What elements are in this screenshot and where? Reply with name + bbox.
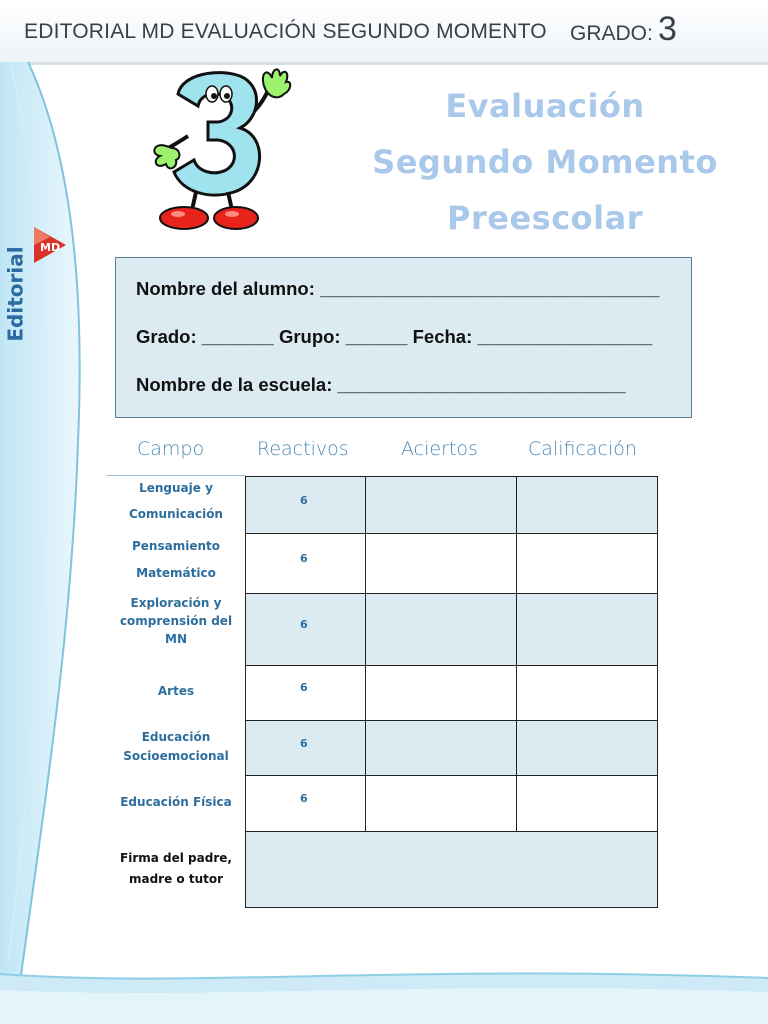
calificacion-cell[interactable] xyxy=(516,533,658,594)
campo-underline xyxy=(106,475,246,476)
editorial-md-logo xyxy=(20,215,80,365)
row-label-socioemocional xyxy=(108,728,244,765)
signature-label-line: Firma del padre, xyxy=(120,851,232,865)
aciertos-cell[interactable] xyxy=(365,665,517,721)
row-label-educacion-fisica xyxy=(108,793,244,811)
title-line-3: Preescolar xyxy=(447,199,643,237)
row-label-line: Lenguaje y xyxy=(139,481,213,495)
col-header-reactivos: Reactivos xyxy=(257,438,349,460)
row-label-line: Artes xyxy=(157,684,195,698)
header-grade-label: GRADO: xyxy=(570,22,653,45)
calificacion-cell[interactable] xyxy=(516,593,658,666)
calificacion-cell[interactable] xyxy=(516,775,658,832)
signature-label xyxy=(108,848,244,890)
school-name-field[interactable]: Nombre de la escuela: ____________________________ xyxy=(136,374,626,395)
calificacion-cell[interactable] xyxy=(516,665,658,721)
reactivos-value: 6 xyxy=(300,618,308,631)
row-label-artes xyxy=(108,682,244,700)
aciertos-cell[interactable] xyxy=(365,775,517,832)
reactivos-value: 6 xyxy=(300,494,308,507)
page-header xyxy=(0,0,768,65)
row-label-line: Educación Física xyxy=(120,795,232,809)
aciertos-cell[interactable] xyxy=(365,720,517,776)
logo-letters: MD xyxy=(40,241,61,254)
number-three-mascot-icon xyxy=(148,64,293,239)
grade-group-date-field[interactable]: Grado: _______ Grupo: ______ Fecha: _________________ xyxy=(136,326,653,347)
row-label-line: Socioemocional xyxy=(123,749,229,763)
row-label-pensamiento xyxy=(108,537,244,582)
reactivos-value: 6 xyxy=(300,737,308,750)
title-line-1: Evaluación xyxy=(445,87,645,125)
header-title: EDITORIAL MD EVALUACIÓN SEGUNDO MOMENTO xyxy=(24,20,547,43)
row-label-line: Educación xyxy=(141,730,211,744)
student-name-field[interactable]: Nombre del alumno: _________________________________ xyxy=(136,278,660,299)
aciertos-cell[interactable] xyxy=(365,476,517,534)
calificacion-cell[interactable] xyxy=(516,720,658,776)
aciertos-cell[interactable] xyxy=(365,593,517,666)
signature-label-line: madre o tutor xyxy=(128,872,224,886)
brand-name: Editorial xyxy=(3,246,28,342)
row-label-line: Matemático xyxy=(136,566,216,580)
row-label-line: Pensamiento xyxy=(132,539,220,553)
reactivos-value: 6 xyxy=(300,792,308,805)
aciertos-cell[interactable] xyxy=(365,533,517,594)
col-header-calificacion: Calificación xyxy=(528,438,637,460)
reactivos-value: 6 xyxy=(300,681,308,694)
header-grade-value: 3 xyxy=(658,10,677,48)
row-label-lenguaje xyxy=(108,479,244,523)
col-header-aciertos: Aciertos xyxy=(401,438,478,460)
row-label-line: Exploración y xyxy=(130,596,222,610)
reactivos-value: 6 xyxy=(300,552,308,565)
signature-box[interactable] xyxy=(245,831,658,908)
col-header-campo: Campo xyxy=(137,438,205,460)
row-label-exploracion xyxy=(108,594,244,648)
row-label-line: MN xyxy=(165,632,187,646)
left-decorative-wave xyxy=(0,62,90,982)
row-label-line: comprensión del xyxy=(119,614,233,628)
calificacion-cell[interactable] xyxy=(516,476,658,534)
title-line-2: Segundo Momento xyxy=(372,143,718,181)
row-label-line: Comunicación xyxy=(129,507,223,521)
bottom-decorative-wave xyxy=(0,960,768,1024)
evaluation-title-block xyxy=(360,78,730,246)
student-info-box xyxy=(115,257,692,418)
